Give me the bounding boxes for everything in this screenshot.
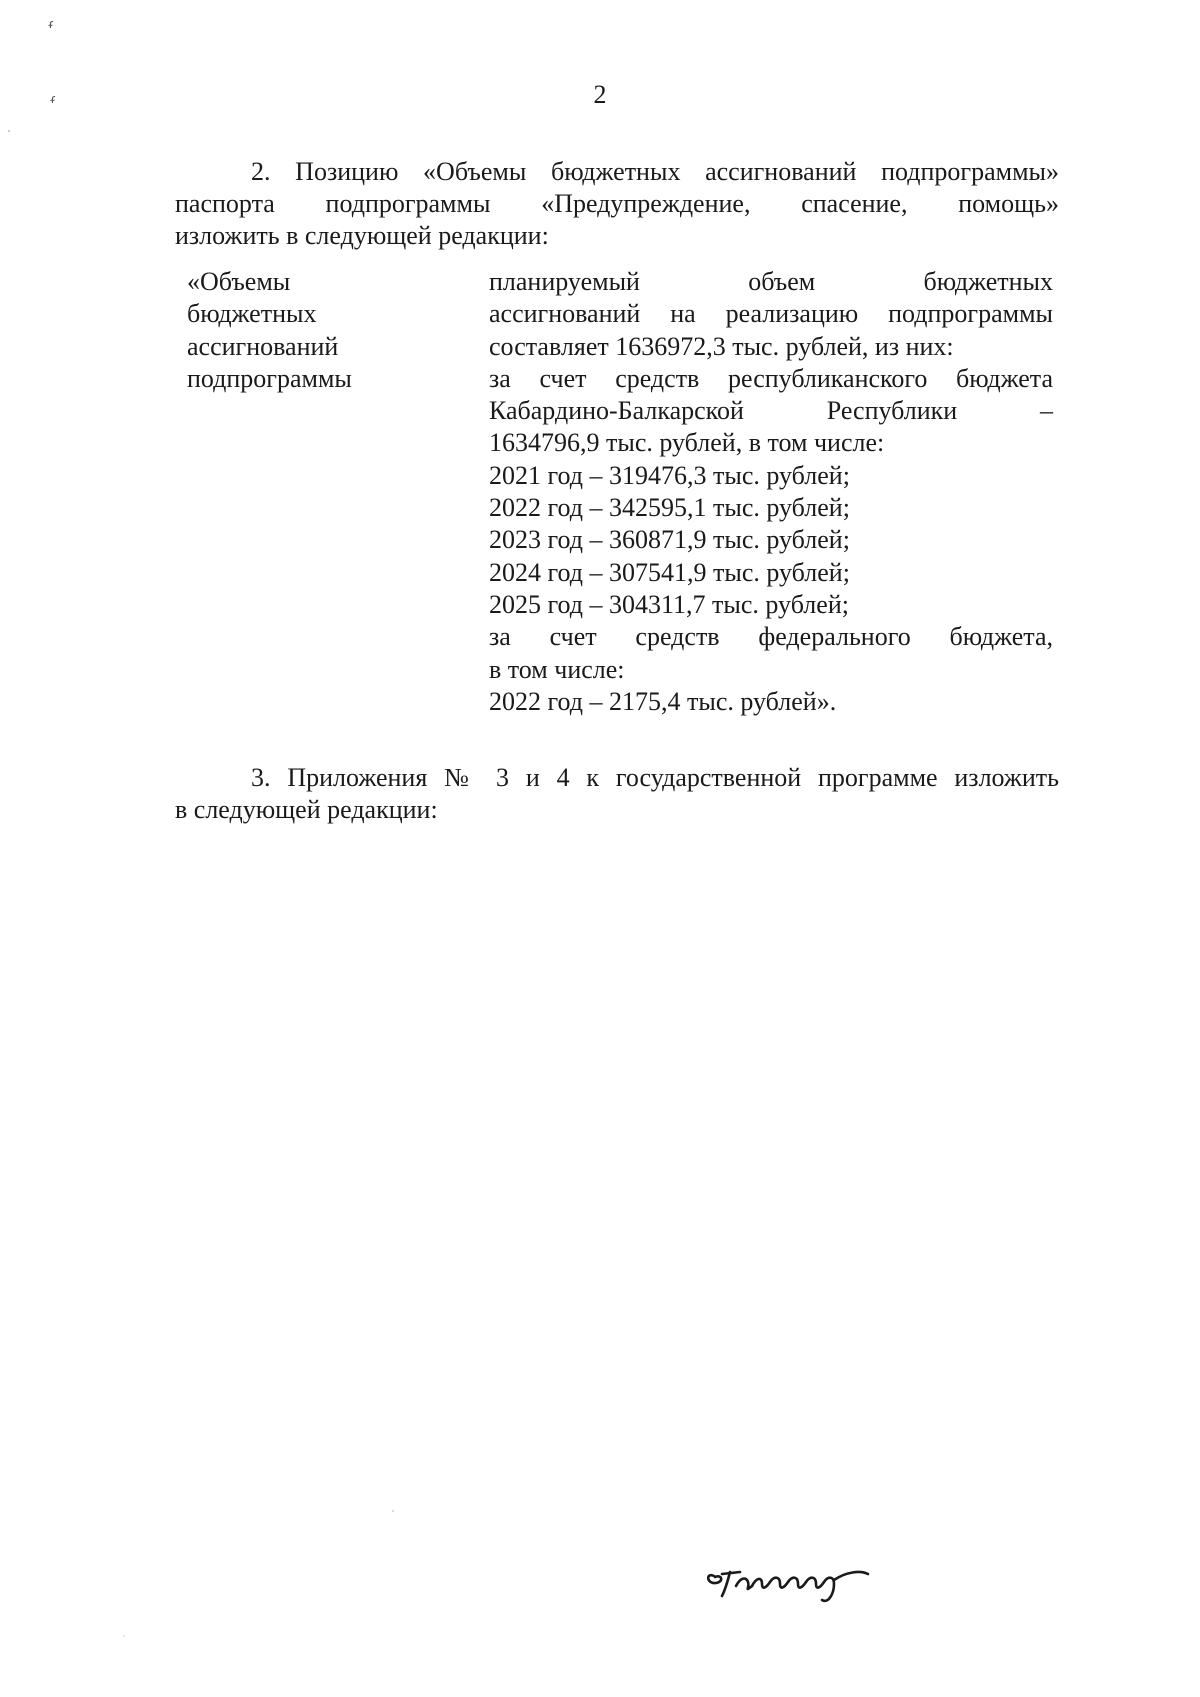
passport-value-line: за счет средств федерального бюджета,: [489, 622, 1053, 652]
passport-value-line: планируемый объем бюджетных: [489, 267, 1053, 296]
passport-value-line: 2022 год – 342595,1 тыс. рублей;: [489, 493, 850, 523]
passport-value-line: ассигнований на реализацию подпрограммы: [489, 299, 1053, 329]
scan-artifact-mark: ᵳ: [51, 92, 56, 107]
passport-value-line: в том числе:: [489, 654, 625, 684]
scan-artifact-mark: ᵳ: [49, 17, 54, 32]
section-2-line: паспорта подпрограммы «Предупреждение, спасение, помощь»: [175, 189, 1059, 218]
passport-value-line: 1634796,9 тыс. рублей, в том числе:: [489, 428, 885, 458]
passport-value-line: 2025 год – 304311,7 тыс. рублей;: [489, 589, 849, 619]
passport-value-line: 2024 год – 307541,9 тыс. рублей;: [489, 557, 850, 587]
handwritten-signature-icon: [700, 1550, 890, 1610]
passport-label-line: «Объемы: [187, 267, 291, 296]
section-3-line: 3. Приложения № 3 и 4 к государственной программе изложить: [251, 763, 1059, 792]
section-3-paragraph: [175, 762, 1059, 826]
section-2-paragraph: [175, 156, 1059, 252]
section-3-line: в следующей редакции:: [175, 795, 438, 824]
passport-label-column: [187, 266, 477, 395]
passport-value-line: составляет 1636972,3 тыс. рублей, из них:: [489, 331, 954, 361]
passport-label-line: ассигнований: [187, 331, 339, 361]
passport-value-column: [489, 266, 1053, 718]
passport-label-line: бюджетных: [187, 299, 317, 329]
passport-label-line: подпрограммы: [187, 363, 352, 393]
scan-speck: [123, 1635, 125, 1637]
scan-speck: [392, 1510, 394, 1512]
section-2-line: 2. Позицию «Объемы бюджетных ассигнований подпрограммы»: [251, 157, 1059, 186]
section-2-line: изложить в следующей редакции:: [175, 221, 549, 250]
passport-value-line: за счет средств республиканского бюджета: [489, 363, 1053, 393]
passport-value-line: 2022 год – 2175,4 тыс. рублей».: [489, 686, 837, 716]
passport-value-line: 2023 год – 360871,9 тыс. рублей;: [489, 525, 850, 555]
passport-value-line: Кабардино-Балкарской Республики –: [489, 396, 1053, 426]
passport-value-line: 2021 год – 319476,3 тыс. рублей;: [489, 460, 850, 490]
page-number: 2: [593, 80, 607, 109]
scan-speck: [8, 130, 10, 132]
